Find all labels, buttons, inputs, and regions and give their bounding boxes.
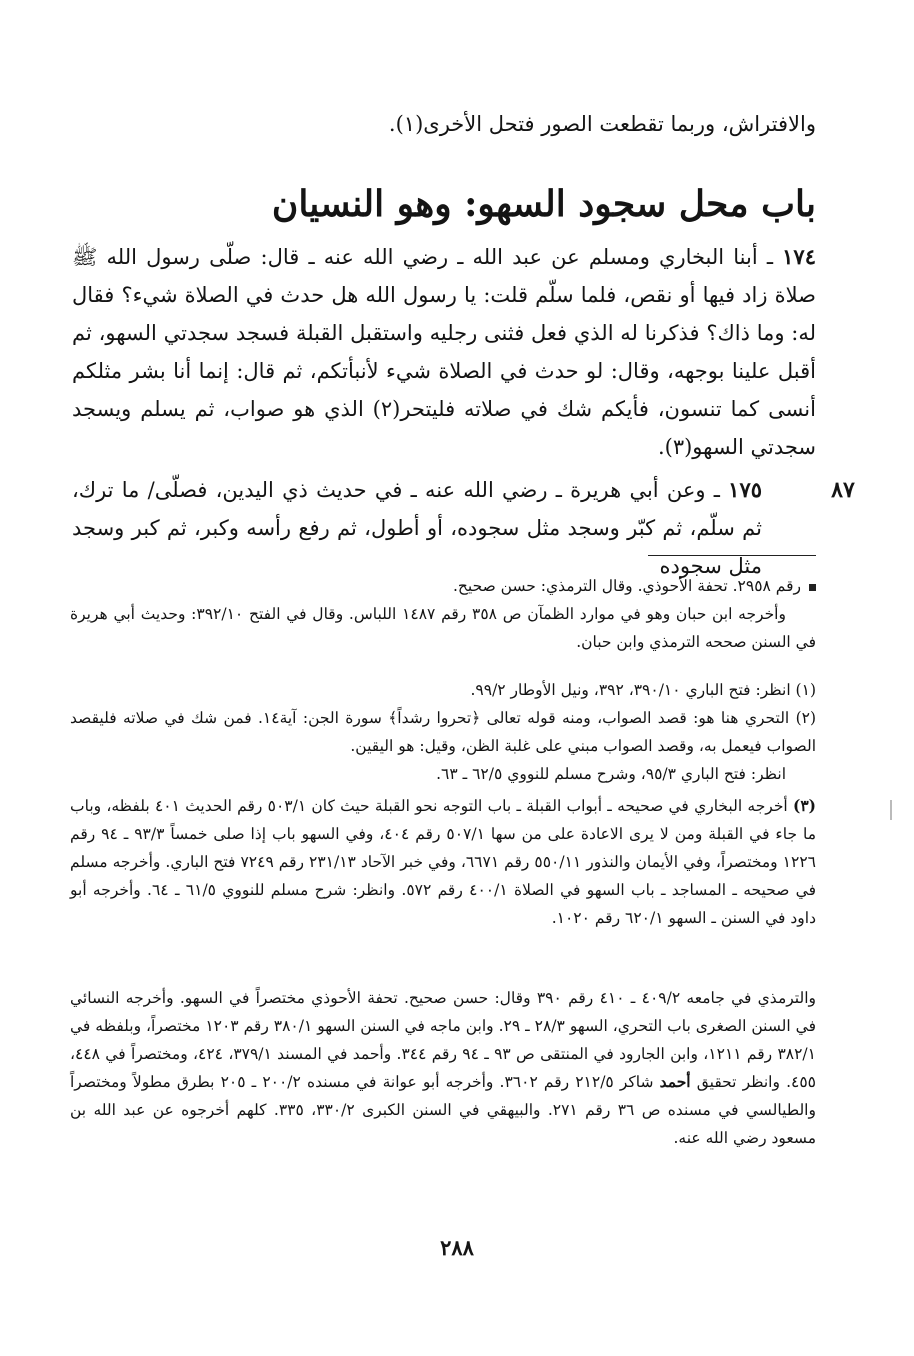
footnote-bold-name: أحمد: [659, 1072, 691, 1091]
footnote-1: (١) انظر: فتح الباري ٣٩٠/١٠، ٣٩٢، ونيل الأوطار ٩٩/٢.: [470, 681, 816, 699]
footnote-text: أخرجه البخاري في صحيحه ـ أبواب القبلة ـ باب التوجه نحو القبلة حيث كان ٥٠٣/١ رقم الحديث ٤٠١ بلفظه، وباب ما جاء في القبلة ومن لا يرى الاعادة على من سها ٥٠٧/١ رقم ٤٠٤، وفي السهو باب إذا صلى خمساً ٩٣/٣ ـ ٩٤ رقم ١٢٢٦ ومختصراً، وفي الأيمان والنذور ٥٥٠/١١ رقم ٦٦٧١، وفي خبر الآحاد ٢٣١/١٣ رقم ٧٢٤٩ فتح الباري. وأخرجه مسلم في صحيحه ـ المساجد ـ باب السهو في الصلاة ٤٠٠/١ رقم ٥٧٢. وانظر: شرح مسلم للنووي ٦١/٥ ـ ٦٤. وأخرجه أبو داود في السنن ـ السهو ٦٢٠/١ رقم ١٠٢٠.: [70, 797, 816, 927]
square-marker-icon: [809, 584, 816, 591]
footnote-separator: [648, 555, 816, 556]
hadith-number: ١٧٤: [782, 244, 816, 269]
footnote-line: رقم ٢٩٥٨. تحفة الأحوذي. وقال الترمذي: حسن صحيح.: [70, 572, 816, 600]
hadith-text: ـ أبنا البخاري ومسلم عن عبد الله ـ رضي الله عنه ـ قال: صلّى رسول الله ﷺ صلاة زاد فيها أو نقص، فلما سلّم قلت: يا رسول الله هل حدث في الصلاة شيء؟ فقال له: وما ذاك؟ فذكرنا له الذي فعل فثنى رجليه واستقبل القبلة فسجد سجدتي السهو، ثم أقبل علينا بوجهه، وقال: لو حدث في الصلاة شيء لأنبأتكم، ثم قال: إنما أنا بشر مثلكم أنسى كما تنسون، فأيكم شك في صلاته فليتحر(٢) الذي هو صواب، ثم يسلم ويسجد سجدتي السهو(٣).: [72, 245, 816, 459]
footnote-3-continued: [70, 984, 816, 1152]
hadith-text: ـ وعن أبي هريرة ـ رضي الله عنه ـ في حديث ذي اليدين، فصلّى/ ما ترك، ثم سلّم، ثم كبّر وسجد مثل سجوده، أو أطول، ثم رفع رأسه وكبر، ثم كبر وسجد مثل سجوده: [72, 478, 762, 578]
footnote-continuation: [70, 572, 816, 656]
hadith-number: ١٧٥: [728, 477, 763, 502]
page-number: ٢٨٨: [440, 1235, 474, 1260]
footnote-text: شاكر ٢١٢/٥ رقم ٣٦٠٢. وأخرجه أبو عوانة في مسنده ٢٠٠/٢ ـ ٢٠٥ بطرق مطولاً ومختصراً والطيالسي في مسنده ص ٣٦ رقم ٢٧١. والبيهقي في السنن الكبرى ٣٣٠/٢، ٣٣٥. كلهم أخرجوه عن عبد الله بن مسعود رضي الله عنه.: [70, 1073, 816, 1147]
chapter-heading: باب محل سجود السهو: وهو النسيان: [271, 183, 816, 225]
footnote-label: (٣): [793, 796, 817, 815]
intro-line: والافتراش، وربما تقطعت الصور فتحل الأخرى(١).: [388, 112, 816, 136]
footnote-text: والترمذي في جامعه ٤٠٩/٢ ـ ٤١٠ رقم ٣٩٠ وقال: حسن صحيح. تحفة الأحوذي مختصراً في السهو. وأخرجه النسائي في السنن الصغرى باب التحري، السهو ٢٨/٣ ـ ٢٩. وابن ماجه في السنن السهو ٣٨٠/١ رقم ١٢٠٣ مختصراً، وبلفظه في ٣٨٢/١ رقم ١٢١١، وابن الجارود في المنتقى ص ٩٣ ـ ٩٤ رقم ٣٤٤. وأحمد في المسند ٣٧٩/١، ٤٢٤، ومختصراً في ٤٤٨، ٤٥٥. وانظر تحقيق: [70, 989, 816, 1091]
footnote-line: (٢) التحري هنا هو: قصد الصواب، ومنه قوله تعالى ﴿تحروا رشداً﴾ سورة الجن: آية١٤. فمن شك في صلاته فليقصد الصواب فيعمل به، وقصد الصواب مبني على غلبة الظن، وقيل: هو اليقين.: [70, 709, 817, 755]
margin-page-number: ٨٧: [831, 477, 855, 503]
footnote-line: وأخرجه ابن حبان وهو في موارد الظمآن ص ٣٥٨ رقم ١٤٨٧ اللباس. وقال في الفتح ٣٩٢/١٠: وحديث أبي هريرة في السنن صححه الترمذي وابن حبان.: [70, 605, 816, 651]
scan-mark: [890, 800, 892, 820]
footnote-2: [70, 704, 816, 788]
hadith-175: [72, 471, 762, 585]
footnote-line: انظر: فتح الباري ٩٥/٣، وشرح مسلم للنووي ٦٢/٥ ـ ٦٣.: [436, 765, 786, 783]
hadith-174: [72, 238, 816, 466]
footnote-3: [70, 792, 816, 932]
